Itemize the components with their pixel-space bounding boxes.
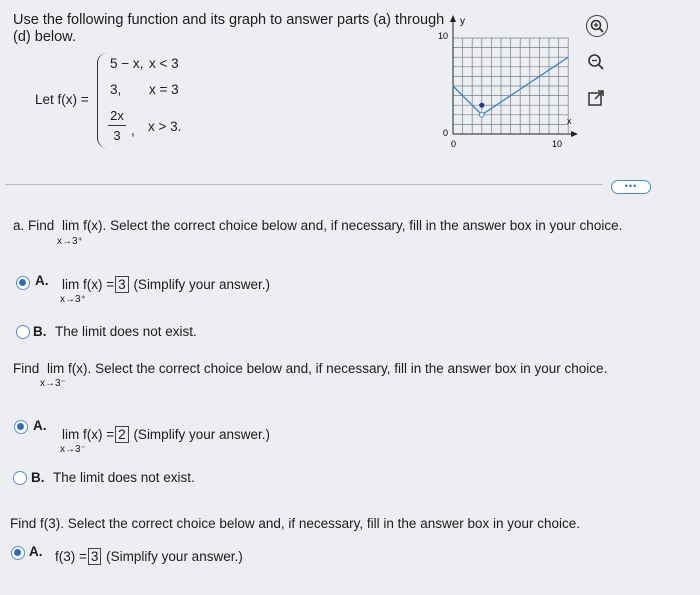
row3-fraction [108,108,126,143]
section-divider [5,184,603,185]
answer-box[interactable]: 3 [88,548,102,565]
part-a-rest: Select the correct choice below and, if necessary, fill in the answer box in your choice. [110,218,623,233]
lim-symbol: lim [62,218,80,233]
piecewise-brace [97,53,108,148]
y-axis-arrow [450,15,456,22]
x-tick-10: 10 [552,139,563,149]
option-a-label: A. [33,418,47,433]
part-b-prefix: Find [13,361,40,376]
part-b-rest: Select the correct choice below and, if necessary, fill in the answer box in your choice. [95,361,608,376]
option-b-text: The limit does not exist. [53,470,195,485]
y-axis-label: y [460,16,465,27]
part-a-option-a [62,276,270,293]
open-point [480,113,485,118]
simplify-hint: (Simplify your answer.) [133,277,270,292]
lim-symbol: lim [62,427,80,442]
function-graph [425,12,585,152]
fraction-bar [108,125,126,126]
row3-denominator: 3 [113,128,121,143]
row1-expr: 5 − x, [110,56,144,71]
answer-box[interactable]: 2 [115,426,129,443]
y-tick-0: 0 [443,128,449,138]
lim-symbol: lim [47,361,65,376]
part-a-option-b-radio[interactable] [16,325,30,339]
part-c-option-a-radio[interactable] [11,546,25,560]
fx-text: f(x). [83,218,107,233]
intro-line-1: Use the following function and its graph to answer parts (a) through [13,12,445,28]
part-b-option-b-radio[interactable] [13,471,27,485]
lim-symbol: lim [62,277,80,292]
part-a-prefix: a. Find [13,218,55,233]
more-button[interactable]: ••• [611,180,651,194]
lim-subscript: x→3⁺ [60,294,86,305]
zoom-in-icon[interactable] [586,15,608,37]
fx-equals: f(3) = [55,549,87,564]
fx-equals: f(x) = [83,277,115,292]
external-link-icon[interactable] [586,88,606,113]
option-a-label: A. [29,544,43,559]
row3-comma: , [131,123,135,138]
lim-subscript: x→3⁻ [40,378,66,389]
option-b-label: B. [33,324,47,339]
option-a-label: A. [35,273,49,288]
x-axis-label: x [567,116,572,126]
zoom-out-icon[interactable] [586,52,606,77]
part-b-option-a [62,426,270,443]
part-a-prompt [13,218,622,233]
part-b-prompt [13,361,607,376]
answer-box[interactable]: 3 [115,276,129,293]
row2-expr: 3, [110,82,122,97]
part-b-option-a-radio[interactable] [14,420,28,434]
x-tick-0: 0 [451,139,457,149]
row3-numerator: 2x [110,108,124,123]
row1-cond: x < 3 [149,56,179,71]
simplify-hint: (Simplify your answer.) [106,549,243,564]
row3-cond: x > 3. [148,119,182,134]
option-b-text: The limit does not exist. [55,324,197,339]
part-c-prompt: Find f(3). Select the correct choice below and, if necessary, fill in the answer box in your choice. [10,516,581,531]
fx-text: f(x). [68,361,92,376]
option-b-label: B. [31,470,45,485]
y-tick-10: 10 [438,31,449,41]
intro-line-2: (d) below. [13,29,76,45]
segment-left [453,86,482,115]
let-label: Let f(x) = [35,92,89,107]
graph-grid [453,38,568,134]
closed-point [479,103,484,108]
simplify-hint: (Simplify your answer.) [133,427,270,442]
x-axis-arrow [571,131,578,137]
part-a-option-a-radio[interactable] [16,276,30,290]
fx-equals: f(x) = [83,427,115,442]
lim-subscript: x→3⁺ [57,236,83,247]
part-c-option-a [55,548,243,565]
lim-subscript: x→3⁻ [60,444,86,455]
row2-cond: x = 3 [149,82,179,97]
